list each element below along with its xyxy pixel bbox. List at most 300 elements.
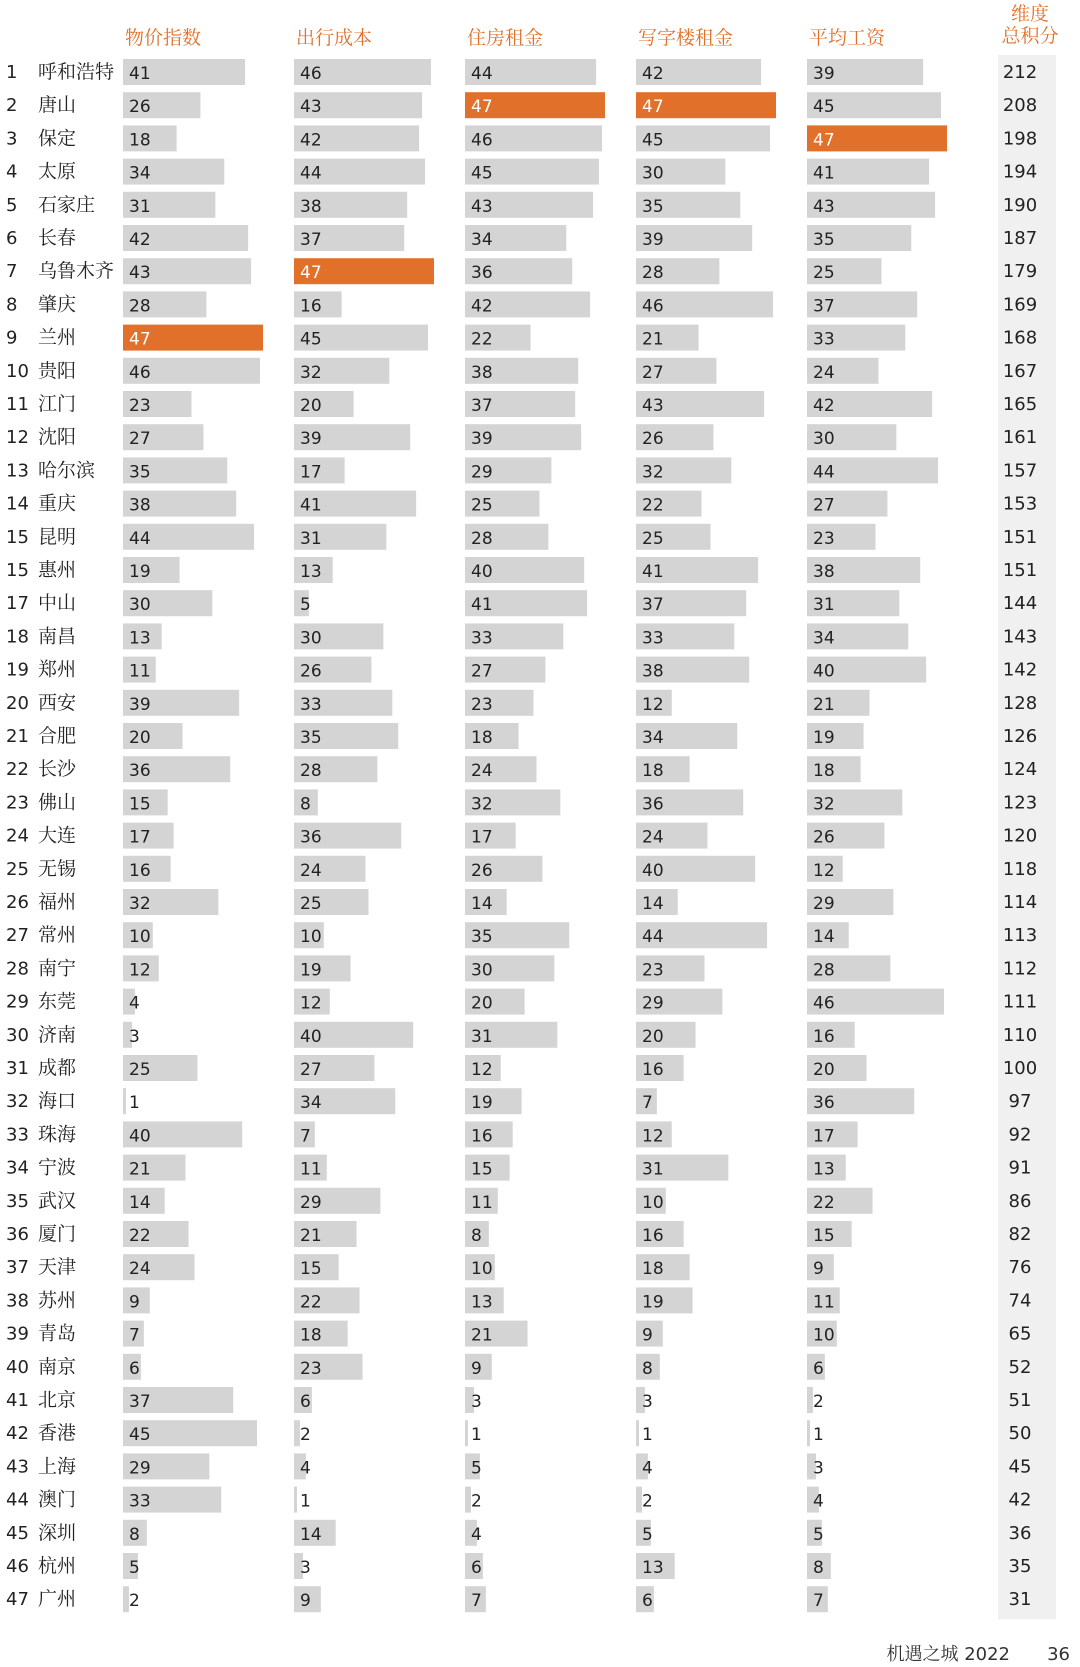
bar-value-label: 37 — [129, 1392, 151, 1412]
bar-value-label: 25 — [642, 528, 664, 549]
total-score: 76 — [1008, 1257, 1032, 1279]
bar-value-label: 37 — [471, 396, 493, 416]
bar-value-label: 8 — [471, 1226, 482, 1246]
rank-label: 22 — [6, 759, 29, 781]
bar-value-label: 41 — [471, 595, 493, 616]
bar-value-label: 18 — [129, 130, 151, 151]
bar-value-label: 10 — [471, 1259, 493, 1280]
column-header: 出行成本 — [296, 27, 373, 49]
bar-value-label: 15 — [300, 1259, 322, 1280]
table-row — [6, 159, 1037, 185]
bar-value-label: 19 — [300, 960, 322, 981]
bar-value-label: 16 — [642, 1060, 664, 1080]
table-row — [6, 92, 1037, 118]
bar-value-label: 27 — [300, 1060, 322, 1080]
rank-label: 26 — [6, 892, 29, 913]
table-row — [6, 889, 1037, 915]
bar-value-label: 27 — [129, 429, 151, 450]
bar-value-label: 15 — [471, 1159, 493, 1180]
bar-value-label: 38 — [813, 562, 835, 582]
bar-value-label: 47 — [129, 329, 151, 350]
table-row — [6, 1287, 1031, 1313]
city-label: 东莞 — [38, 990, 77, 1013]
city-label: 厦门 — [38, 1223, 77, 1245]
city-label: 石家庄 — [38, 193, 96, 216]
bar-value-label: 8 — [813, 1558, 824, 1578]
total-score: 36 — [1008, 1522, 1032, 1544]
city-label: 太原 — [38, 160, 77, 183]
bar-value-label: 44 — [642, 927, 664, 948]
city-label: 深圳 — [38, 1521, 77, 1544]
bar-value-label: 16 — [642, 1226, 664, 1246]
city-label: 乌鲁木齐 — [38, 260, 115, 283]
city-label: 珠海 — [38, 1123, 77, 1146]
total-score: 74 — [1008, 1290, 1032, 1312]
bar-value-label: 18 — [300, 1325, 322, 1346]
bar-value-label: 19 — [129, 562, 151, 582]
table-row — [6, 989, 1037, 1015]
bar-value-label: 28 — [813, 960, 835, 981]
bar-value-label: 13 — [642, 1558, 664, 1578]
bar-value-label: 21 — [129, 1159, 151, 1180]
bar-value-label: 14 — [642, 894, 664, 914]
rank-label: 40 — [6, 1356, 29, 1378]
city-label: 佛山 — [38, 791, 77, 814]
table-row — [6, 922, 1037, 948]
bar-value-label: 39 — [129, 694, 151, 715]
table-row — [6, 1121, 1031, 1147]
rank-label: 41 — [6, 1390, 29, 1411]
bar-value-label: 36 — [129, 761, 151, 782]
total-score: 92 — [1008, 1124, 1032, 1146]
total-score: 97 — [1008, 1091, 1032, 1113]
rank-label: 3 — [6, 128, 18, 150]
bar-value-label: 40 — [642, 860, 664, 881]
table-row — [6, 391, 1037, 417]
column-header: 写字楼租金 — [638, 27, 734, 49]
bar-value-label: 6 — [300, 1392, 311, 1412]
city-label: 青岛 — [38, 1322, 77, 1345]
bar-value-label: 42 — [813, 396, 835, 416]
rank-label: 44 — [6, 1489, 29, 1511]
bar — [807, 1420, 810, 1446]
table-row — [6, 1354, 1031, 1380]
bar-value-label: 7 — [129, 1325, 140, 1346]
total-score: 153 — [1002, 493, 1038, 515]
rank-label: 35 — [6, 1190, 29, 1212]
city-label: 惠州 — [38, 559, 77, 581]
bar-value-label: 44 — [471, 64, 493, 84]
bar — [636, 1420, 639, 1446]
bar-value-label: 14 — [813, 927, 835, 948]
bar-value-label: 32 — [300, 362, 322, 383]
city-label: 成都 — [38, 1057, 77, 1079]
bar-value-label: 9 — [642, 1325, 653, 1346]
bar-value-label: 20 — [129, 728, 151, 748]
bar-value-label: 17 — [813, 1126, 835, 1147]
bar-value-label: 46 — [813, 993, 835, 1014]
bar-value-label: 28 — [129, 296, 151, 317]
bar-value-label: 46 — [642, 296, 664, 317]
bar-value-label: 13 — [813, 1159, 835, 1180]
city-label: 南昌 — [38, 625, 77, 648]
bar-value-label: 29 — [300, 1192, 322, 1213]
bar-value-label: 22 — [813, 1192, 835, 1213]
bar-value-label: 29 — [471, 462, 493, 483]
bar-value-label: 16 — [129, 860, 151, 881]
rank-label: 31 — [6, 1058, 29, 1079]
bar-value-label: 13 — [471, 1292, 493, 1313]
bar-value-label: 18 — [642, 1259, 664, 1280]
bar-value-label: 33 — [129, 1491, 151, 1512]
bar-value-label: 33 — [642, 628, 664, 649]
bar-value-label: 30 — [129, 595, 151, 616]
bar-value-label: 13 — [300, 562, 322, 582]
city-label: 保定 — [38, 127, 77, 150]
table-row — [6, 1022, 1037, 1048]
bar-value-label: 43 — [813, 196, 835, 217]
total-score: 168 — [1002, 327, 1038, 349]
bar-value-label: 3 — [642, 1392, 653, 1412]
bar-value-label: 10 — [300, 927, 322, 948]
rank-label: 19 — [6, 659, 29, 681]
table-row — [6, 524, 1037, 550]
table-row — [6, 590, 1037, 616]
total-score: 143 — [1002, 626, 1038, 648]
bar-value-label: 47 — [471, 97, 493, 118]
bar-value-label: 11 — [129, 661, 151, 682]
bar-value-label: 39 — [300, 429, 322, 450]
bar-value-label: 32 — [129, 894, 151, 914]
bar-value-label: 6 — [813, 1358, 824, 1379]
bar-value-label: 29 — [129, 1458, 151, 1479]
bar-value-label: 26 — [300, 661, 322, 682]
city-label: 杭州 — [38, 1555, 77, 1577]
bar-value-label: 3 — [300, 1558, 311, 1578]
bar-value-label: 18 — [813, 761, 835, 782]
table-row — [6, 1553, 1031, 1579]
bar — [465, 1420, 468, 1446]
table-row — [6, 1321, 1031, 1347]
bar-value-label: 1 — [642, 1425, 653, 1446]
city-label: 西安 — [38, 691, 77, 714]
rank-label: 11 — [6, 394, 29, 415]
rank-label: 23 — [6, 792, 29, 814]
column-header: 平均工资 — [809, 27, 886, 49]
table-row — [6, 258, 1037, 284]
bar-value-label: 30 — [300, 628, 322, 649]
bar-value-label: 41 — [129, 64, 151, 84]
total-score: 51 — [1008, 1390, 1032, 1411]
table-row — [6, 1487, 1031, 1513]
city-label: 海口 — [38, 1090, 77, 1113]
bar-value-label: 12 — [813, 860, 835, 881]
bar-value-label: 2 — [129, 1591, 140, 1612]
rank-label: 39 — [6, 1323, 29, 1345]
total-score: 128 — [1002, 692, 1038, 714]
rank-label: 24 — [6, 825, 29, 847]
bar-value-label: 30 — [471, 960, 493, 981]
rank-label: 4 — [6, 161, 18, 183]
table-row — [6, 723, 1037, 749]
bar-value-label: 43 — [129, 263, 151, 284]
bar-value-label: 2 — [471, 1491, 482, 1512]
bar-value-label: 46 — [129, 362, 151, 383]
total-score: 167 — [1002, 360, 1038, 382]
city-label: 广州 — [38, 1588, 77, 1611]
total-score: 112 — [1002, 958, 1038, 980]
bar-value-label: 7 — [813, 1591, 824, 1612]
total-score: 144 — [1002, 593, 1038, 615]
city-label: 上海 — [38, 1455, 77, 1478]
table-row — [6, 789, 1037, 815]
bar-value-label: 6 — [471, 1558, 482, 1578]
bar-value-label: 34 — [642, 728, 664, 748]
table-row — [6, 756, 1037, 782]
rank-label: 29 — [6, 991, 29, 1013]
total-score: 212 — [1002, 62, 1038, 83]
rank-label: 25 — [6, 858, 29, 880]
table-row — [6, 1055, 1037, 1081]
bar-value-label: 38 — [471, 362, 493, 383]
rank-label: 17 — [6, 593, 29, 615]
bar-value-label: 33 — [813, 329, 835, 350]
bar-value-label: 22 — [471, 329, 493, 350]
total-header: 维度 — [1010, 3, 1050, 25]
bar-value-label: 7 — [300, 1126, 311, 1147]
table-row — [6, 125, 1037, 151]
bar-value-label: 22 — [129, 1226, 151, 1246]
city-label: 南京 — [38, 1355, 77, 1378]
bar-value-label: 18 — [471, 728, 493, 748]
table-row — [6, 1155, 1031, 1181]
bar-value-label: 33 — [471, 628, 493, 649]
bar-value-label: 42 — [129, 230, 151, 250]
rank-label: 43 — [6, 1456, 29, 1478]
city-label: 无锡 — [38, 857, 77, 880]
table-row — [6, 491, 1037, 517]
bar-value-label: 24 — [642, 827, 664, 848]
bar-value-label: 25 — [813, 263, 835, 284]
total-score: 110 — [1002, 1024, 1038, 1046]
city-label: 常州 — [38, 924, 77, 947]
bar-value-label: 46 — [471, 130, 493, 151]
bar-value-label: 14 — [471, 894, 493, 914]
rank-label: 15 — [6, 526, 29, 548]
city-label: 宁波 — [38, 1156, 77, 1179]
city-label: 天津 — [38, 1256, 77, 1279]
bar-value-label: 25 — [129, 1060, 151, 1080]
total-score: 113 — [1002, 925, 1038, 947]
city-label: 济南 — [38, 1023, 77, 1046]
rank-label: 10 — [6, 360, 29, 382]
bar-value-label: 36 — [300, 827, 322, 848]
table-row — [6, 325, 1037, 351]
city-label: 沈阳 — [38, 426, 77, 449]
bar-value-label: 12 — [129, 960, 151, 981]
bar — [294, 1487, 297, 1513]
bar-value-label: 38 — [129, 495, 151, 516]
rank-label: 37 — [6, 1257, 29, 1279]
city-label: 兰州 — [38, 326, 77, 349]
total-score: 169 — [1002, 294, 1038, 316]
bar-value-label: 28 — [300, 761, 322, 782]
rank-label: 47 — [6, 1589, 29, 1611]
total-score: 198 — [1002, 128, 1038, 150]
table-row — [6, 291, 1037, 317]
bar-value-label: 17 — [471, 827, 493, 848]
bar-value-label: 8 — [129, 1524, 140, 1545]
rank-label: 27 — [6, 925, 29, 947]
rank-label: 30 — [6, 1024, 29, 1046]
bar-value-label: 25 — [471, 495, 493, 516]
table-row — [6, 1420, 1031, 1446]
rank-label: 12 — [6, 427, 29, 449]
bar-value-label: 40 — [300, 1026, 322, 1047]
bar-value-label: 5 — [813, 1524, 824, 1545]
city-label: 苏州 — [38, 1289, 77, 1312]
bar-value-label: 9 — [813, 1259, 824, 1280]
rank-label: 1 — [6, 62, 18, 83]
rank-label: 13 — [6, 460, 29, 482]
table-row — [6, 823, 1037, 849]
bar-value-label: 32 — [813, 794, 835, 815]
total-score: 208 — [1002, 95, 1038, 117]
table-row — [6, 457, 1037, 483]
city-label: 江门 — [38, 393, 77, 415]
column-headers — [125, 3, 1059, 49]
bar-value-label: 23 — [813, 528, 835, 549]
bar-value-label: 20 — [642, 1026, 664, 1047]
bar-value-label: 10 — [813, 1325, 835, 1346]
total-score: 157 — [1002, 460, 1038, 482]
bar-value-label: 12 — [642, 694, 664, 715]
bar-value-label: 45 — [471, 163, 493, 184]
rank-label: 32 — [6, 1091, 29, 1113]
bar-value-label: 11 — [813, 1292, 835, 1313]
bar-value-label: 39 — [471, 429, 493, 450]
city-label: 武汉 — [38, 1189, 77, 1212]
bar-value-label: 15 — [129, 794, 151, 815]
bar-value-label: 44 — [300, 163, 322, 184]
footer-page-number: 36 — [1047, 1644, 1070, 1665]
bar-value-label: 24 — [813, 362, 835, 383]
bar-value-label: 8 — [642, 1358, 653, 1379]
total-score: 111 — [1002, 991, 1038, 1013]
bar-value-label: 15 — [813, 1226, 835, 1246]
table-row — [6, 1520, 1031, 1546]
bar-value-label: 4 — [129, 993, 140, 1014]
bar-value-label: 6 — [642, 1591, 653, 1612]
rank-label: 15 — [6, 560, 29, 581]
bar-value-label: 45 — [813, 97, 835, 118]
rank-label: 46 — [6, 1556, 29, 1577]
bar-value-label: 31 — [300, 528, 322, 549]
bar-value-label: 28 — [642, 263, 664, 284]
bar-value-label: 28 — [471, 528, 493, 549]
bar-value-label: 26 — [813, 827, 835, 848]
rank-label: 2 — [6, 95, 18, 117]
bar-value-label: 41 — [300, 495, 322, 516]
total-score: 86 — [1008, 1190, 1032, 1212]
bar-value-label: 22 — [642, 495, 664, 516]
bar-value-label: 2 — [300, 1425, 311, 1446]
city-label: 长沙 — [38, 758, 77, 781]
city-label: 合肥 — [38, 725, 77, 747]
total-score: 123 — [1002, 792, 1038, 814]
rank-label: 34 — [6, 1157, 29, 1179]
bar-value-label: 21 — [471, 1325, 493, 1346]
bar-value-label: 47 — [300, 263, 322, 284]
table-row — [6, 623, 1037, 649]
bar-value-label: 1 — [300, 1491, 311, 1512]
bar-value-label: 36 — [642, 794, 664, 815]
bar-value-label: 33 — [300, 694, 322, 715]
bar-value-label: 37 — [813, 296, 835, 317]
bar-value-label: 16 — [300, 296, 322, 317]
rank-label: 8 — [6, 294, 18, 316]
bar-value-label: 23 — [129, 396, 151, 416]
bar-value-label: 8 — [300, 794, 311, 815]
bar-value-label: 25 — [300, 894, 322, 914]
bar-value-label: 23 — [300, 1358, 322, 1379]
bar-value-label: 38 — [300, 196, 322, 217]
total-score: 50 — [1008, 1423, 1032, 1445]
bar-value-label: 5 — [129, 1558, 140, 1578]
bar-value-label: 19 — [813, 728, 835, 748]
bar-value-label: 16 — [471, 1126, 493, 1147]
bar-value-label: 35 — [471, 927, 493, 948]
table-row — [6, 358, 1037, 384]
bar-value-label: 9 — [129, 1292, 140, 1313]
bar-value-label: 34 — [813, 628, 835, 649]
bar-value-label: 18 — [642, 761, 664, 782]
bar-value-label: 6 — [129, 1358, 140, 1379]
total-header: 总积分 — [1001, 25, 1059, 47]
table-row — [6, 657, 1037, 683]
total-score: 45 — [1008, 1456, 1032, 1478]
bar-value-label: 20 — [300, 396, 322, 416]
chart-rows — [6, 59, 1037, 1612]
bar-value-label: 46 — [300, 64, 322, 84]
bar-value-label: 13 — [129, 628, 151, 649]
bar-value-label: 45 — [129, 1425, 151, 1446]
city-label: 肇庆 — [38, 293, 77, 316]
bar-value-label: 35 — [813, 230, 835, 250]
bar-value-label: 36 — [813, 1093, 835, 1114]
bar-value-label: 11 — [300, 1159, 322, 1180]
table-row — [6, 856, 1037, 882]
rank-label: 36 — [6, 1224, 29, 1245]
rank-label: 14 — [6, 493, 29, 515]
bar-value-label: 30 — [642, 163, 664, 184]
city-label: 长春 — [38, 227, 77, 249]
rank-label: 6 — [6, 228, 18, 249]
bar-value-label: 32 — [642, 462, 664, 483]
table-row — [6, 955, 1037, 981]
bar-value-label: 12 — [300, 993, 322, 1014]
bar-value-label: 9 — [471, 1358, 482, 1379]
bar-value-label: 3 — [813, 1458, 824, 1479]
table-row — [6, 557, 1037, 583]
city-label: 北京 — [38, 1389, 77, 1411]
bar-value-label: 11 — [471, 1192, 493, 1213]
total-score: 35 — [1008, 1556, 1032, 1577]
bar-value-label: 27 — [642, 362, 664, 383]
bar-value-label: 10 — [129, 927, 151, 948]
bar-value-label: 43 — [471, 196, 493, 217]
bar-value-label: 44 — [129, 528, 151, 549]
